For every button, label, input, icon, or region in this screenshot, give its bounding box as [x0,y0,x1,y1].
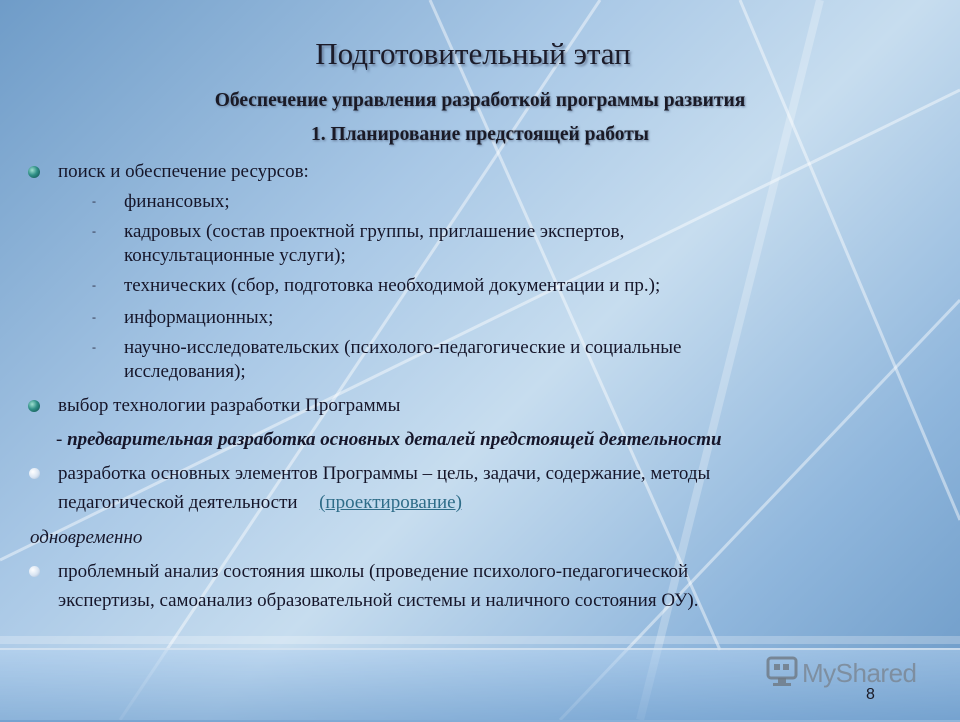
dash-icon: - [92,224,96,238]
monitor-logo-icon [766,656,800,688]
slide-title: Подготовительный этап [315,36,631,71]
list-item-resources: поиск и обеспечение ресурсов: [58,161,309,182]
watermark-logo [766,656,926,690]
list-item-technology: выбор технологии разработки Программы [58,395,401,416]
sub-item: кадровых (состав проектной группы, приглашение экспертов, [124,221,625,242]
bullet-pale-icon [29,468,40,479]
slide-subtitle-1: Обеспечение управления разработкой программы развития [214,90,746,111]
list-item-analysis: проблемный анализ состояния школы (проведение психолого-педагогической [58,561,689,582]
sub-item-continued: исследования); [124,361,246,382]
sub-item: технических (сбор, подготовка необходимой документации и пр.); [124,275,661,296]
page-number: 8 [866,686,875,703]
list-item-development-continued [58,491,462,515]
slide-subtitle-2: 1. Планирование предстоящей работы [310,124,650,145]
list-item-analysis-continued: экспертизы, самоанализ образовательной системы и наличного состояния ОУ). [58,590,699,611]
designing-link[interactable]: (проектирование) [319,492,462,513]
sub-item: научно-исследовательских (психолого-педагогические и социальные [124,337,682,358]
bullet-ball-icon [28,166,40,178]
watermark-text: MyShared [802,658,917,688]
sub-item-continued: консультационные услуги); [124,245,346,266]
dash-icon: - [92,278,96,292]
dash-icon: - [92,310,96,324]
list-item-development: разработка основных элементов Программы – цель, задачи, содержание, методы [58,463,711,484]
simultaneously-label: одновременно [30,527,143,548]
emphasis-text: предварительная разработка основных деталей предстоящей деятельности [67,429,722,450]
dash-icon: - [92,340,96,354]
bullet-ball-icon [28,400,40,412]
emphasis-line [56,428,722,452]
development-text: педагогической деятельности [58,492,298,513]
dash-icon: - [92,194,96,208]
emphasis-dash: - [56,429,63,450]
bullet-pale-icon [29,566,40,577]
sub-item: финансовых; [124,191,230,212]
sub-item: информационных; [124,307,274,328]
